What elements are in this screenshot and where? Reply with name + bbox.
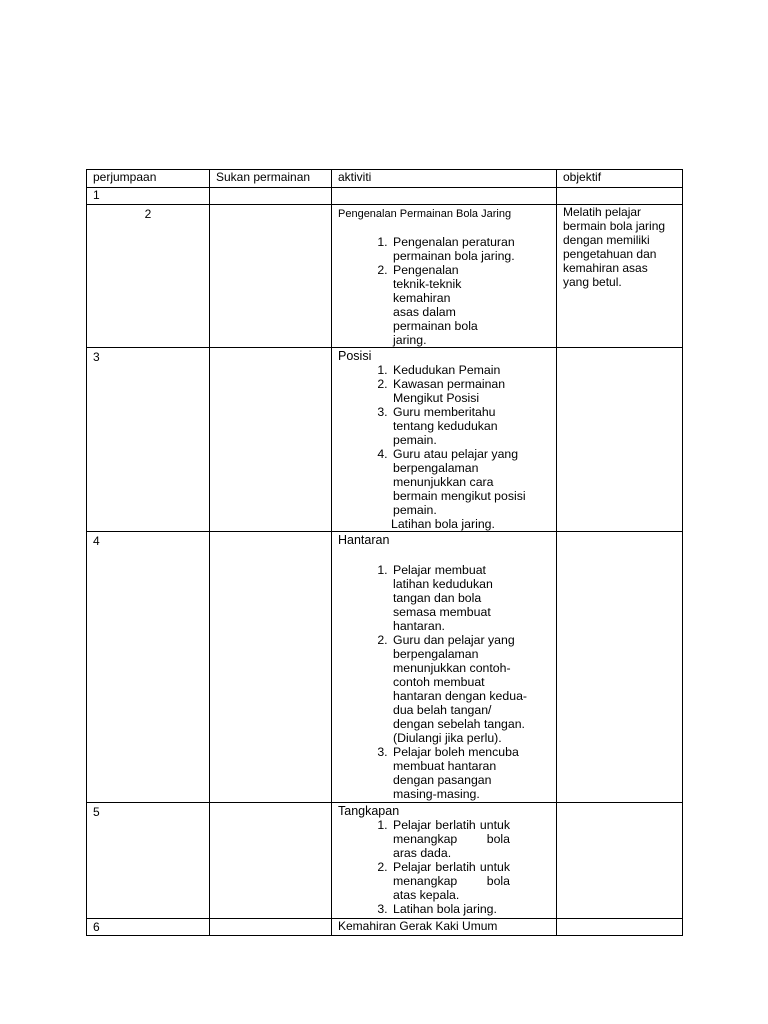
cell-sukan — [210, 919, 332, 936]
list-item: 2. Pelajar berlatih untuk menangkap bola atas kepala. — [391, 860, 510, 902]
activity-list — [338, 563, 550, 801]
cell-perjumpaan: 1 — [87, 188, 210, 205]
cell-objektif — [557, 188, 683, 205]
activity-title: Posisi — [338, 349, 372, 363]
cell-aktiviti — [332, 532, 557, 803]
header-sukan-permainan: Sukan permainan — [210, 170, 332, 188]
header-aktiviti: aktiviti — [332, 170, 557, 188]
cell-aktiviti — [332, 205, 557, 348]
activity-list — [338, 818, 550, 916]
cell-sukan — [210, 532, 332, 803]
list-item: 2. Pengenalan teknik-teknik kemahiran asas dalam permainan bola jaring. — [391, 263, 516, 347]
cell-aktiviti — [332, 188, 557, 205]
cell-objektif — [557, 532, 683, 803]
activity-list — [338, 235, 550, 347]
cell-objektif — [557, 919, 683, 936]
header-objektif: objektif — [557, 170, 683, 188]
cell-aktiviti — [332, 348, 557, 532]
header-perjumpaan: perjumpaan — [87, 170, 210, 188]
list-item: 3. Pelajar boleh mencuba membuat hantaran dengan pasangan masing-masing. — [391, 745, 530, 801]
lesson-plan-table — [86, 169, 683, 936]
list-item: 1. Kedudukan Pemain — [391, 363, 528, 377]
cell-aktiviti — [332, 803, 557, 919]
cell-objektif — [557, 348, 683, 532]
list-item: 3. Guru memberitahu tentang kedudukan pemain. — [391, 405, 528, 447]
cell-perjumpaan: 2 — [87, 205, 210, 348]
cell-objektif — [557, 803, 683, 919]
cell-sukan — [210, 348, 332, 532]
table-row — [87, 348, 683, 532]
activity-title: Pengenalan Permainan Bola Jaring — [338, 208, 512, 220]
cell-perjumpaan: 5 — [87, 803, 210, 919]
cell-objektif: Melatih pelajar bermain bola jaring dengan memiliki pengetahuan dan kemahiran asas yang betul. — [557, 205, 683, 348]
table-row — [87, 532, 683, 803]
list-item: 1. Pelajar berlatih untuk menangkap bola aras dada. — [391, 818, 510, 860]
activity-list — [338, 363, 550, 517]
list-item: 1. Pengenalan peraturan permainan bola jaring. — [391, 235, 516, 263]
cell-perjumpaan: 6 — [87, 919, 210, 936]
cell-perjumpaan: 4 — [87, 532, 210, 803]
list-item: 3. Latihan bola jaring. — [391, 902, 510, 916]
table-row — [87, 919, 683, 936]
table-row — [87, 803, 683, 919]
cell-aktiviti: Kemahiran Gerak Kaki Umum — [332, 919, 557, 936]
list-item: 2. Guru dan pelajar yang berpengalaman menunjukkan contoh-contoh membuat hantaran dengan kedua-dua belah tangan/ dengan sebelah tangan. (Diulangi jika perlu). — [391, 633, 530, 745]
activity-title: Hantaran — [338, 533, 390, 547]
list-item: 1. Pelajar membuat latihan kedudukan tangan dan bola semasa membuat hantaran. — [391, 563, 530, 633]
table-header-row — [87, 170, 683, 188]
cell-sukan — [210, 205, 332, 348]
table-row — [87, 205, 683, 348]
activity-title: Tangkapan — [338, 804, 400, 818]
list-item: 4. Guru atau pelajar yang berpengalaman menunjukkan cara bermain mengikut posisi pemain. — [391, 447, 528, 517]
cell-perjumpaan: 3 — [87, 348, 210, 532]
activity-note: Latihan bola jaring. — [391, 517, 495, 531]
cell-sukan — [210, 803, 332, 919]
table-row — [87, 188, 683, 205]
cell-sukan — [210, 188, 332, 205]
list-item: 2. Kawasan permainan Mengikut Posisi — [391, 377, 528, 405]
